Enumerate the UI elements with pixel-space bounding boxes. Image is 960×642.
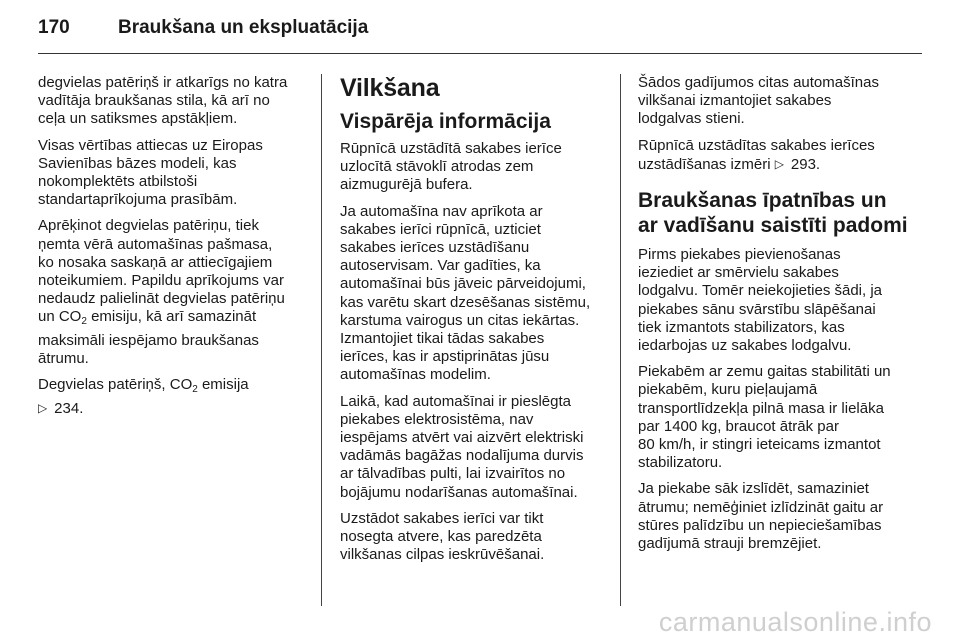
text-line: iedarbojas uz sakabes lodgalvu. (638, 337, 852, 355)
section-heading-driving-tips (638, 188, 908, 238)
text-line: nokomplektēts atbilstoši (38, 173, 198, 191)
text-line-co2 (38, 376, 310, 399)
paragraph-curb-weight (38, 217, 310, 368)
text-line: Piekabēm ar zemu gaitas stabilitāti un (638, 363, 891, 381)
text-line: ātrumu; nemēģiniet izlīdzināt gaitu ar (638, 498, 884, 516)
text-line: maksimāli iespējamo braukšanas (38, 331, 259, 349)
text-line: 80 km/h, ir stingri ieteicams izmantot (638, 436, 881, 454)
text-line: ierīces, kas ir apstiprinātas jūsu (340, 348, 550, 366)
triangle-right-icon: ▷ (38, 401, 48, 416)
paragraph-ball-bar (638, 74, 904, 129)
text-line: Ja piekabe sāk izslīdēt, samaziniet (638, 480, 869, 498)
text-line: transportlīdzekļa pilnā masa ir lielāka (638, 399, 884, 417)
heading-line: ar vadīšanu saistīti padomi (638, 214, 908, 238)
paragraph-trailer-electrics (340, 393, 608, 502)
text-line: tiek izmantots stabilizators, kas (638, 318, 845, 336)
text-line: par 1400 kg, braucot ātrāk par (638, 417, 839, 435)
paragraph-factory-tow-bar (340, 140, 608, 195)
reference-page: 293. (790, 155, 821, 173)
text-line: stūres palīdzību un nepieciešamības (638, 516, 882, 534)
text-line: vadāmās bagāžas nodalījuma durvis (340, 447, 584, 465)
column-2 (340, 74, 608, 572)
text-line: ņemta vērā automašīnas pašmasa, (38, 235, 273, 253)
page-reference-link[interactable] (775, 156, 820, 173)
page-number: 170 (38, 17, 70, 38)
text-fragment: emisiju, kā arī samazināt (86, 308, 257, 326)
text-line: piekabes elektrosistēma, nav (340, 410, 534, 428)
text-line: noteikumiem. Papildu aprīkojums var (38, 272, 284, 290)
section-subtitle: Vispārēja informācija (340, 110, 551, 133)
column-divider-2 (620, 74, 621, 606)
subscript: 2 (192, 384, 198, 396)
column-3 (638, 74, 908, 561)
subscript: 2 (81, 316, 87, 328)
text-line: standartaprīkojuma prasībām. (38, 191, 238, 209)
page-header (38, 14, 368, 42)
text-line-reference (638, 155, 904, 174)
text-fragment: emisija (197, 376, 249, 394)
text-line: vilkšanas cilpas ieskrūvēšanai. (340, 546, 545, 564)
paragraph-stabilizer (638, 363, 904, 472)
section-title: Vilkšana (340, 74, 440, 102)
text-line: Izmantojiet tikai tādas sakabes (340, 330, 545, 348)
text-fragment: uzstādīšanas izmēri (638, 155, 771, 173)
text-line: automašīnai būs jāveic pārveidojumi, (340, 275, 586, 293)
text-line: stabilizatoru. (638, 454, 723, 472)
text-line: Pirms piekabes pievienošanas (638, 246, 841, 264)
reference-page: 234. (54, 400, 84, 418)
running-title: Braukšana un ekspluatācija (118, 17, 369, 38)
paragraph-towing-eye (340, 510, 608, 565)
column-1 (38, 74, 310, 426)
text-line: Savienības bāzes modeli, kas (38, 154, 237, 172)
heading-line: Braukšanas īpatnības un (638, 189, 887, 213)
paragraph-eu-base-model (38, 137, 310, 210)
text-line: ceļa un satiksmes apstākļiem. (38, 110, 238, 128)
text-line: piekabes sānu svārstību slāpēšanai (638, 300, 876, 318)
text-line: kas varētu skart dzesēšanas sistēmu, (340, 293, 591, 311)
text-line: Uzstādot sakabes ierīci var tikt (340, 509, 544, 527)
text-line: sakabes ierīci rūpnīcā, uzticiet (340, 220, 541, 238)
text-line: autoservisam. Var gadīties, ka (340, 257, 541, 275)
text-line: sakabes ierīces uzstādīšanu (340, 239, 530, 257)
text-line: Laikā, kad automašīnai ir pieslēgta (340, 392, 571, 410)
text-line: aizmugurējā bufera. (340, 176, 473, 194)
triangle-right-icon: ▷ (774, 156, 784, 171)
column-divider-1 (321, 74, 322, 606)
paragraph-installation-dimensions (638, 137, 904, 174)
page-reference-link[interactable] (38, 399, 310, 418)
text-line: ar tālvadības pulti, lai izvairītos no (340, 465, 566, 483)
text-fragment: Degvielas patēriņš, CO (38, 376, 193, 394)
text-line: uzlocītā stāvoklī atrodas zem (340, 158, 534, 176)
text-line: iespējams atvērt vai aizvērt elektriski (340, 429, 584, 447)
text-line: lodgalvas stieni. (638, 110, 745, 128)
text-line: vadītāja braukšanas stila, kā arī no (38, 92, 270, 110)
paragraph-greasing-ball (638, 246, 904, 355)
paragraph-fuel-consumption-driving-style (38, 74, 310, 129)
text-line: ātrumu. (38, 349, 89, 367)
text-line: gadījumā strauji bremzējiet. (638, 535, 822, 553)
text-fragment: un CO (38, 308, 82, 326)
text-line: Rūpnīcā uzstādītā sakabes ierīce (340, 140, 562, 157)
text-line: Aprēķinot degvielas patēriņu, tiek (38, 217, 259, 235)
text-line-co2 (38, 308, 310, 331)
text-line: automašīnas modelim. (340, 366, 491, 384)
text-line: Šādos gadījumos citas automašīnas (638, 74, 879, 91)
text-line: Visas vērtības attiecas uz Eiropas (38, 136, 263, 154)
text-line: ieziediet ar smērvielu sakabes (638, 264, 839, 282)
text-line: bojājumu nodarīšanas automašīnai. (340, 483, 578, 501)
text-line: Ja automašīna nav aprīkota ar (340, 202, 543, 220)
text-line: nedaudz palielināt degvielas patēriņu (38, 290, 285, 308)
paragraph-co2-reference (38, 376, 310, 418)
paragraph-tow-bar-installation (340, 203, 608, 385)
watermark: carmanualsonline.info (658, 607, 932, 637)
text-line: lodgalvu. Tomēr neiekojieties šādi, ja (638, 282, 883, 300)
text-line: karstuma vairogus un citas iekārtas. (340, 311, 580, 329)
paragraph-trailer-skid (638, 480, 904, 553)
text-line: Rūpnīcā uzstādītas sakabes ierīces (638, 136, 875, 154)
text-line: vilkšanai izmantojiet sakabes (638, 92, 832, 110)
text-line: piekabēm, kuru pieļaujamā (638, 381, 818, 399)
header-rule (38, 53, 922, 54)
text-line: degvielas patēriņš ir atkarīgs no katra (38, 74, 288, 91)
text-line: ko nosaka saskaņā ar attiecīgajiem (38, 253, 273, 271)
text-line: nosegta atvere, kas paredzēta (340, 528, 542, 546)
